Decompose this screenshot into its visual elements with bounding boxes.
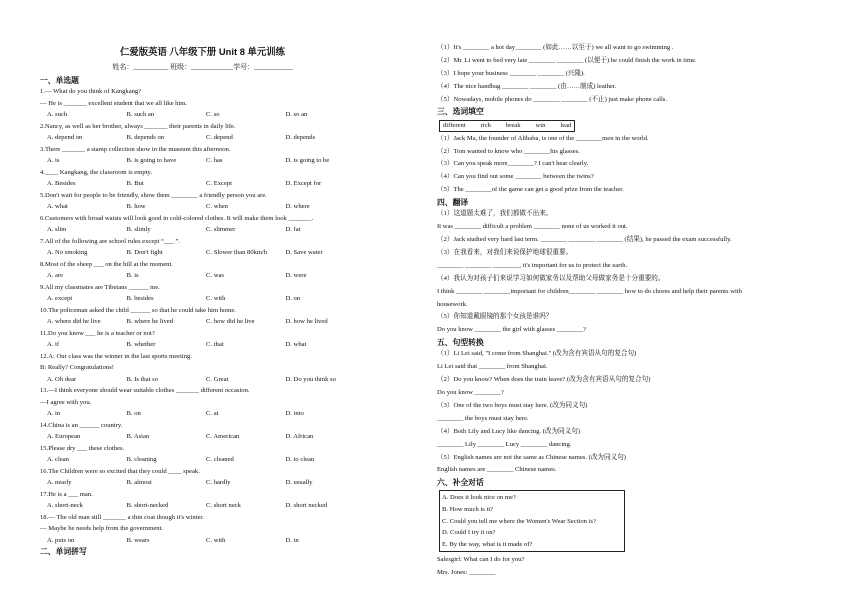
option: C. that [206,341,224,349]
transform-line: （5）English names are not the same as Chinese names. (改为同义句) [437,453,626,461]
option: A. nearly [47,479,72,487]
fill-item: （2）Tom wanted to know who ________his glasses. [437,147,580,155]
question-text: 3.There _______ a stamp collection show in the museum this afternoon. [40,145,231,153]
option: C. was [206,272,224,280]
question-text: 13.—I think everyone should wear suitable clothes _______ different occasion. [40,387,250,395]
option: B. such an [126,111,155,119]
options-row [40,178,365,190]
option: D. on [285,295,301,303]
dialog-option: B. How much is it? [442,506,494,514]
option: C. with [206,536,226,544]
word-option: break [505,121,521,129]
option: A. if [47,341,60,349]
student-info-line: 姓名：__________ 班级：____________学号：___________ [112,63,293,71]
option: A. Oh dear [47,375,77,383]
transform-line: （3）One of the two boys must stay here. (改为同义句) [437,401,588,409]
fill-item: （5）The ________of the game can get a good prize from the teacher. [437,186,624,194]
options-row [40,431,365,443]
translation-line: It was ________ difficult a problem ________ none of us worked it out. [437,223,628,231]
option: B. besides [126,295,154,303]
option: B. slimly [126,226,151,234]
transform-line: Do you know ________? [437,389,504,397]
dialog-list [437,554,827,580]
spelling-list [437,42,827,106]
transform-line: ________ Lily ________ Lucy ________ dancing. [437,440,572,448]
option: C. cleaned [206,456,234,464]
options-row [40,201,365,213]
options-row [40,132,365,144]
question-text: 7.All of the following are school rules except “___ ”. [40,237,181,245]
question-text: —I agree with you. [40,398,92,406]
option: B. cleaning [126,456,157,464]
section-heading-translation: 四、翻译 [437,198,469,208]
question-text: 12.A: Our class was the winner in the last sports meeting. [40,352,192,360]
section-heading-mcq: 一、单选题 [40,76,79,85]
option: A. Besides [47,180,76,188]
fill-list [437,133,827,197]
question-text: 9.All my classmates are Tibetans ______ me. [40,283,160,291]
option: D. Except for [285,180,322,188]
option: C. so [206,111,220,119]
question-item [40,512,365,547]
option: A. clean [47,456,69,464]
options-row [40,374,365,386]
question-text: 5.Don't wait for people to be friendly, show them ________ a friendly person you are. [40,191,267,199]
dialog-line: Salesgirl: What can I do for you? [437,556,525,564]
transform-list [437,348,827,477]
options-row [40,155,365,167]
question-item [40,466,365,489]
word-option: lead [560,121,572,129]
spelling-item: （2）Mr. Li went to bed very late ________ ________ (以便于) he could finish the work in time. [437,56,697,64]
dialog-options-box [439,490,625,552]
question-item [40,259,365,282]
word-option: different [443,121,466,129]
translation-line: housework. [437,300,468,308]
option: A. is [47,157,60,165]
option: D. how he lived [285,318,328,326]
question-item [40,282,365,305]
question-text: 15.Please dry ___ these clothes. [40,444,125,452]
option: C. short neck [206,502,241,510]
option: C. Great [206,375,229,383]
dialog-option: D. Could I try it on? [442,529,496,537]
question-item [40,420,365,443]
option: A. depend on [47,134,83,142]
option: A. such [47,111,68,119]
options-row [40,247,365,259]
fill-item: （1）Jack Ma, the founder of Alibaba, is one of the ________men in the world. [437,134,649,142]
page-title: 仁爱版英语 八年级下册 Unit 8 单元训练 [119,46,286,57]
option: C. with [206,295,226,303]
option: A. what [47,203,68,211]
translation-line: ________ ________ ________, it's important for us to protect the earth. [437,261,628,269]
options-row [40,224,365,236]
option: A. in [47,410,61,418]
option: B. where he lived [126,318,174,326]
spelling-item: （4）The nice handbag ________ ________ (由……制成) leather. [437,82,617,90]
option: B. is [126,272,139,280]
option: C. at [206,410,219,418]
option: D. is going to be [285,157,330,165]
options-row [40,316,365,328]
question-text: — He is _______ excellent student that we all like him. [40,99,188,107]
options-row [40,500,365,512]
question-item [40,86,365,121]
section-heading-fill: 三、选词填空 [437,107,484,117]
option: D. depends [285,134,316,142]
option: D. to clean [285,456,315,464]
option: B. wears [126,536,150,544]
option: D. into [285,410,304,418]
question-text: 6.Customers with broad waists will look good in cold-colored clothes. It will make them look _______. [40,214,314,222]
spelling-item: （5）Nowadays, mobile phones do ________ ________ (不止) just make phone calls. [437,95,668,103]
option: D. usually [285,479,313,487]
option: C. when [206,203,228,211]
options-row [40,109,365,121]
word-box [439,120,575,132]
mcq-list [40,86,365,546]
spelling-item: （3）I hope your business ________ ________ (兴隆). [437,69,585,77]
dialog-option: E. By the way, what is it made of? [442,540,533,548]
dialog-option: C. Could you tell me where the Women's Wear Section is? [442,517,596,525]
option: A. short-neck [47,502,83,510]
option: D. where [285,203,310,211]
word-option: win [535,121,546,129]
right-column [437,0,827,580]
fill-item: （3）Can you speak more________? I can't hear clearly. [437,160,589,168]
option: C. Slower than 80km/h [206,249,268,257]
option: C. how did he live [206,318,255,326]
question-item [40,236,365,259]
option: A. where did he live [47,318,101,326]
option: B. on [126,410,141,418]
section-heading-transform: 五、句型转换 [437,338,484,348]
options-row [40,535,365,547]
question-text: 10.The policeman asked the child ______ so that he could take him home. [40,306,236,314]
option: B. short-necked [126,502,169,510]
options-row [40,339,365,351]
option: C. Except [206,180,233,188]
translation-line: （1）这道题太难了，我们都做不出来。 [437,210,553,218]
option: B. Don't fight [126,249,163,257]
option: A. are [47,272,64,280]
option: D. Save water [285,249,323,257]
question-text: 2.Nancy, as well as her brother, always _______ their parents in daily life. [40,122,236,130]
option: D. African [285,433,314,441]
dialog-line: Mrs. Jones: ________ [437,569,496,577]
question-text: B: Really? Congratulations! [40,364,114,372]
question-item [40,121,365,144]
option: D. so an [285,111,308,119]
transform-line: （4）Both Lily and Lucy like dancing. (改为同义句) [437,427,581,435]
question-text: 8.Most of the sheep ___ on the hill at the moment. [40,260,173,268]
option: A. No smoking [47,249,88,257]
transform-line: English names are ________ Chinese names. [437,466,557,474]
translation-line: Do you know ________ the girl with glasses ________? [437,326,587,334]
option: A. European [47,433,81,441]
spelling-item: （1）It's ________ a hot day________ (如此……以至于) we all want to go swimming . [437,44,674,51]
dialog-option: A. Does it look nice on me? [442,494,516,502]
transform-line: Li Lei said that ________ from Shanghai. [437,363,548,371]
options-row [40,477,365,489]
option: A. puts on [47,536,75,544]
options-row [40,293,365,305]
option: B. almost [126,479,152,487]
option: B. But [126,180,144,188]
option: A. except [47,295,73,303]
fill-item: （4）Can you find out some ________ between the twins? [437,173,594,181]
translation-line: （3）在我看来，对我们来说保护地球很重要。 [437,248,573,256]
options-row [40,408,365,420]
translation-list [437,208,827,337]
question-item [40,351,365,386]
question-text: — Maybe he needs help from the government. [40,525,164,533]
option: B. Is that so [126,375,159,383]
question-item [40,167,365,190]
option: B. how [126,203,146,211]
option: D. Do you think so [285,375,336,383]
question-text: 11.Do you know ___ he is a teacher or not? [40,329,155,337]
section-heading-dialog: 六、补全对话 [437,478,484,488]
options-row [40,270,365,282]
translation-line: I think ________ ________important for children________ ________ how to do chores and help their parents with [437,287,742,295]
option: C. slimmer [206,226,236,234]
question-text: 4.____ Kangkang, the classroom is empty. [40,168,153,176]
option: C. American [206,433,240,441]
option: B. depends on [126,134,165,142]
question-item [40,489,365,512]
option: D. short necked [285,502,328,510]
options-row [40,454,365,466]
question-item [40,385,365,420]
question-item [40,144,365,167]
question-text: 14.China is an ______ country. [40,421,123,429]
option: C. hardly [206,479,231,487]
translation-line: （2）Jack studied very hard last term. ________ ________ ________ (结果), he passed the exam successfully. [437,236,732,244]
translation-line: （5）你知道戴眼镜的那个女孩是谁吗？ [437,313,553,321]
question-text: 1.— What do you think of Kangkang? [40,88,142,96]
option: B. whether [126,341,156,349]
option: B. is going to have [126,157,177,165]
question-item [40,213,365,236]
question-text: 16.The Children were so excited that they could ____ speak. [40,467,200,475]
translation-line: （4）我认为对孩子们来说学习如何做家务以及帮助父母做家务是十分重要的。 [437,274,665,282]
transform-line: （2）Do you know? When does the train leave? (改为含有宾语从句的复合句) [437,376,651,384]
option: A. slim [47,226,67,234]
section-heading-spelling: 二、单词拼写 [40,547,87,557]
option: B. Asian [126,433,150,441]
question-text: 18.— The old man still _______ a thin coat though it's winter. [40,513,204,521]
question-item [40,443,365,466]
question-item [40,328,365,351]
left-column [40,0,365,557]
question-item [40,305,365,328]
transform-line: （1）Li Lei said, "I come from Shanghai." (改为含有宾语从句的复合句) [437,350,637,358]
word-option: rich [480,121,491,129]
option: D. in [285,536,299,544]
option: D. were [285,272,307,280]
question-item [40,190,365,213]
option: D. what [285,341,307,349]
option: D. fat [285,226,301,234]
question-text: 17.He is a ___ man. [40,490,93,498]
option: C. depend [206,134,233,142]
transform-line: ________ the boys must stay here. [437,414,529,422]
option: C. has [206,157,223,165]
